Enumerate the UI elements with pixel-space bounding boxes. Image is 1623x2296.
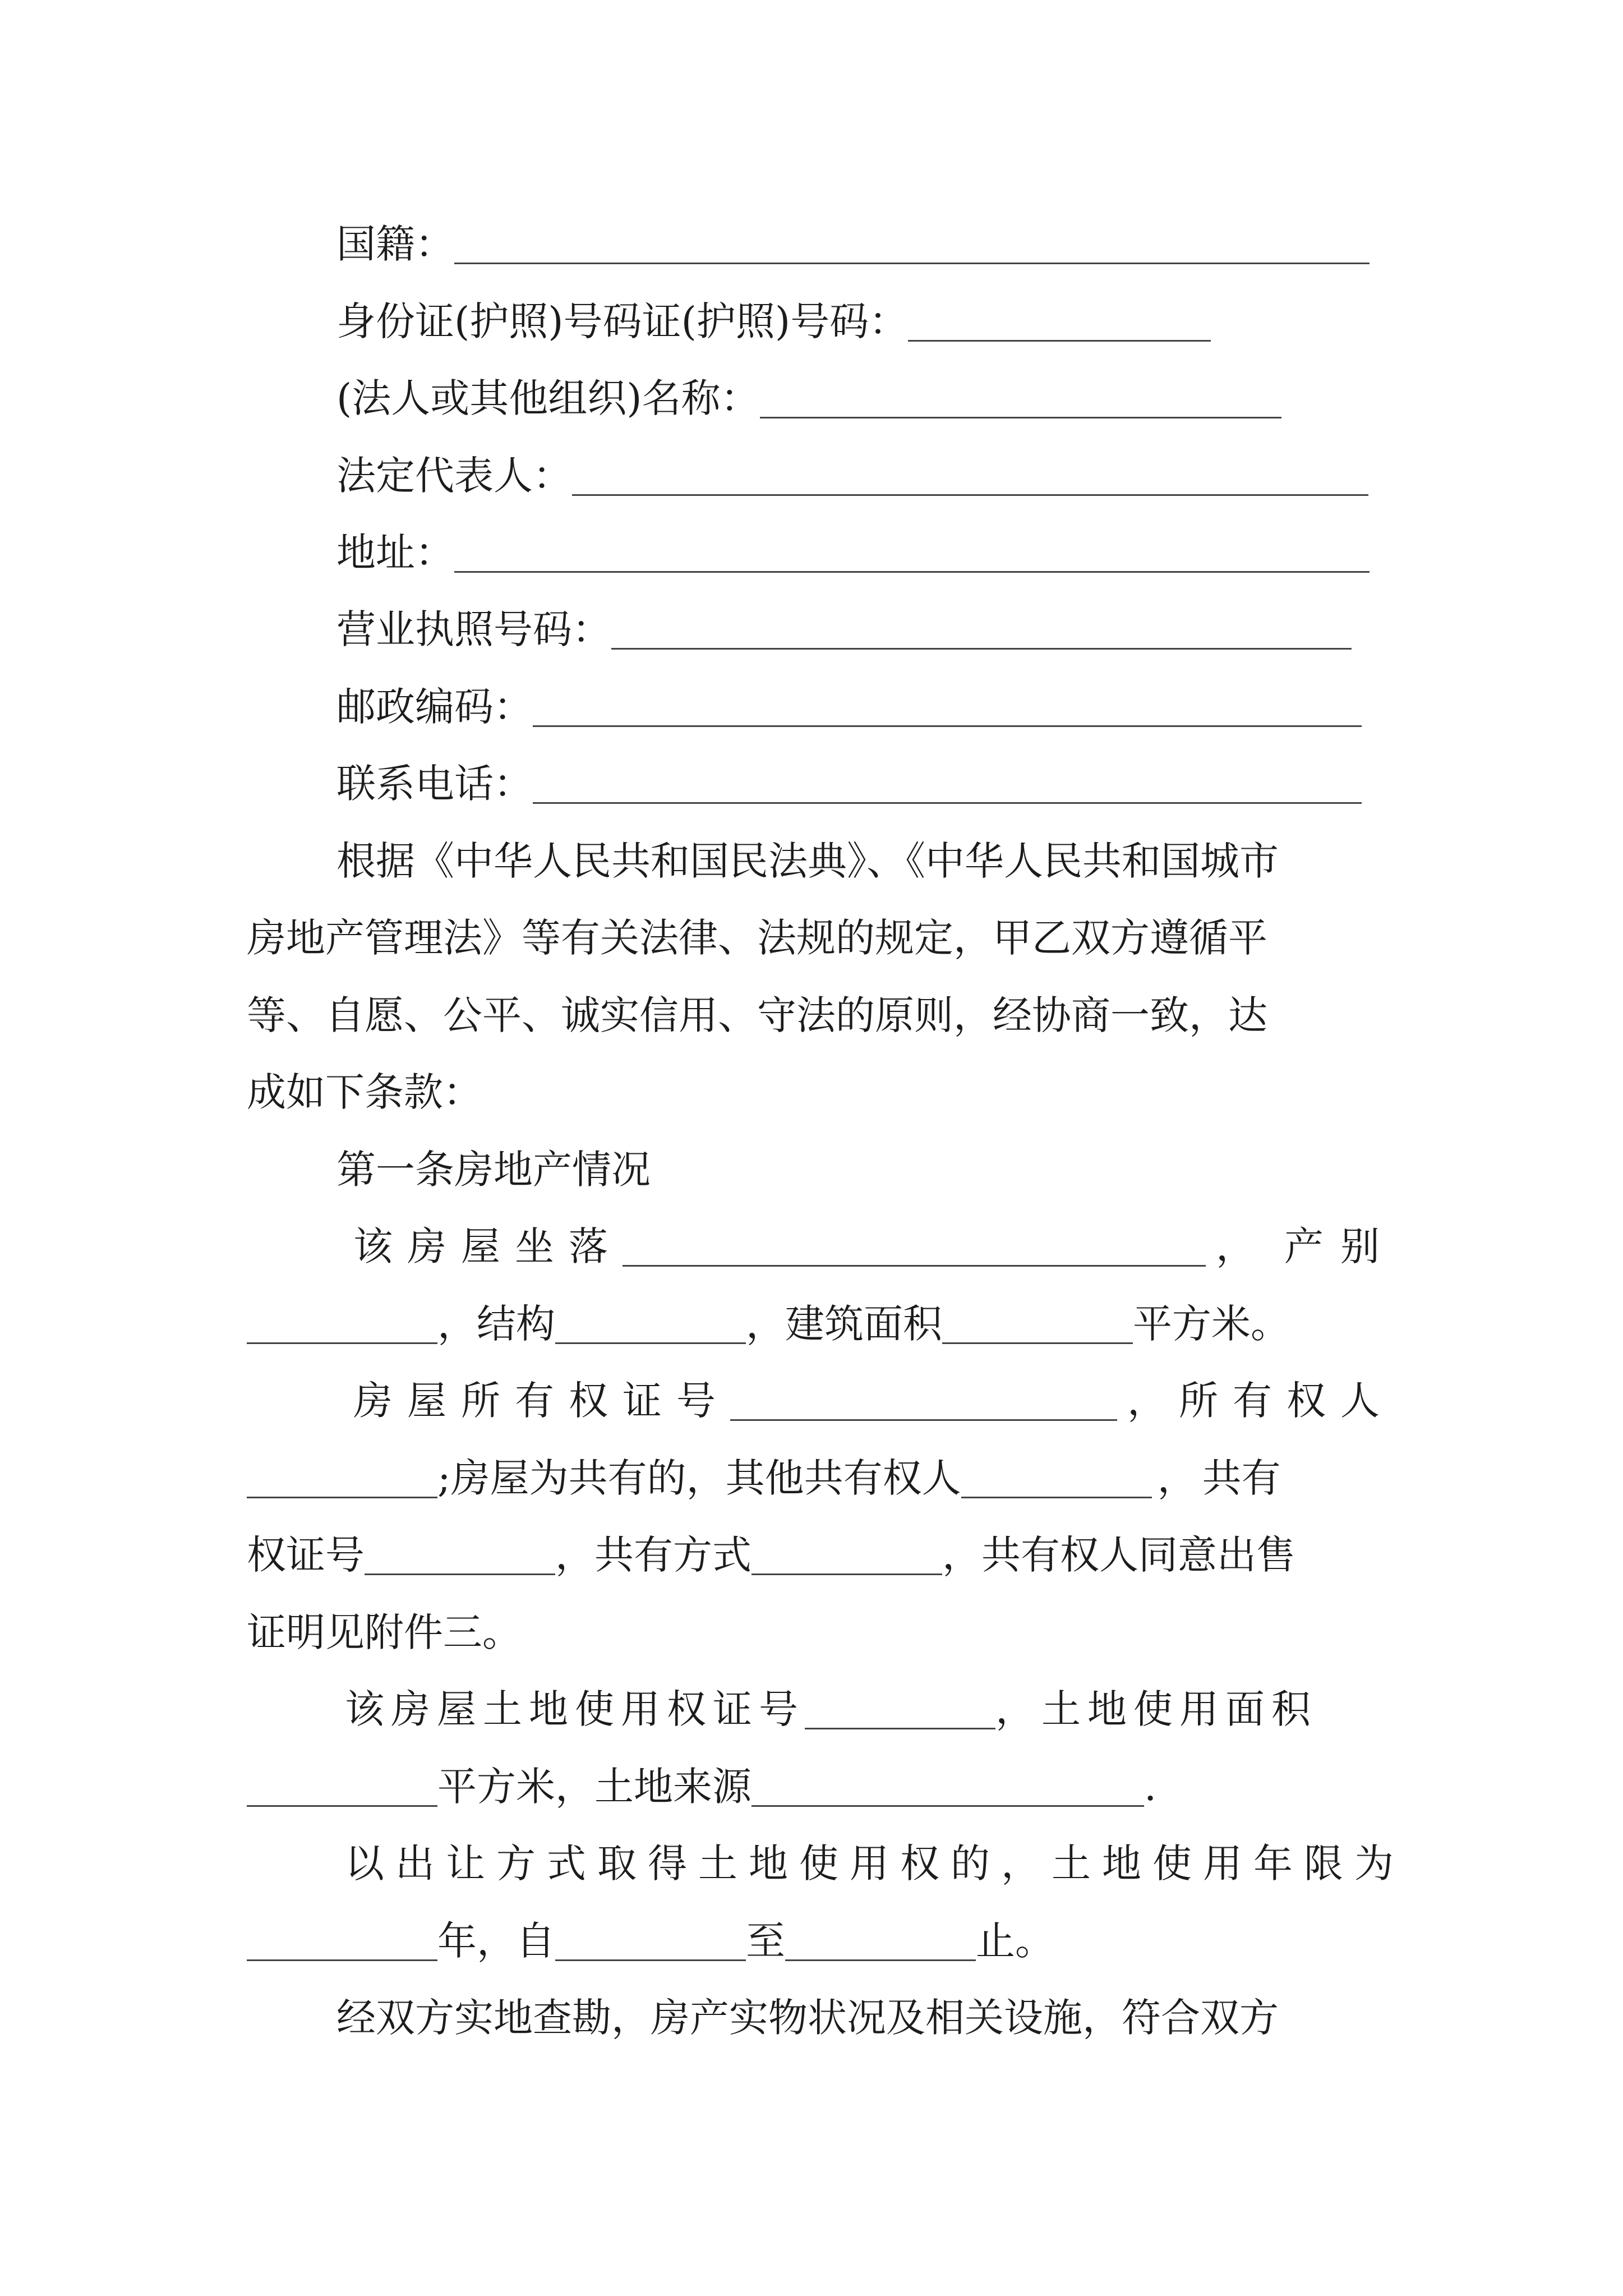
field-label: 法定代表人：	[336, 453, 572, 499]
blank-line[interactable]	[454, 228, 1370, 264]
blank-line[interactable]	[611, 613, 1352, 650]
article-heading	[336, 1142, 651, 1198]
annex-text: 证明见附件三。	[247, 1609, 522, 1655]
structure-label: ，结构	[437, 1301, 555, 1347]
blank-line[interactable]	[908, 305, 1211, 342]
intro-line	[247, 1064, 482, 1120]
inspection-text: 经双方实地查勘，房产实物状况及相关设施，符合双方	[336, 1995, 1279, 2041]
blank-line[interactable]	[533, 691, 1362, 727]
cert-label: 房屋所有权证号	[353, 1378, 730, 1424]
field-label: 地址：	[336, 530, 454, 576]
land-area-label: ，土地使用面积	[995, 1686, 1317, 1732]
land-source-line	[247, 1759, 1156, 1815]
land-cert-line	[345, 1681, 1380, 1737]
blank-line[interactable]	[247, 1925, 437, 1961]
blank-line[interactable]	[555, 1308, 746, 1344]
property-type-label: 产别	[1284, 1223, 1396, 1269]
blank-line[interactable]	[247, 1308, 437, 1344]
intro-text: 成如下条款：	[247, 1069, 482, 1115]
field-label: 邮政编码：	[336, 684, 533, 730]
blank-line[interactable]	[365, 1539, 555, 1575]
blank-line[interactable]	[805, 1693, 995, 1729]
year-label: 年，自	[437, 1918, 555, 1964]
comma: ，	[1216, 1223, 1255, 1269]
blank-line[interactable]	[247, 1770, 437, 1807]
owner-label: 所有权人	[1179, 1378, 1394, 1424]
consent-text: ，共有权人同意出售	[942, 1532, 1295, 1578]
comma: ，	[1127, 1378, 1166, 1424]
blank-line[interactable]	[942, 1308, 1133, 1344]
blank-line[interactable]	[751, 1539, 942, 1575]
land-cert-label: 该房屋土地使用权证号	[345, 1686, 805, 1732]
field-id-number	[336, 293, 1211, 349]
intro-line	[247, 987, 1267, 1043]
article-title: 第一条房地产情况	[336, 1147, 651, 1193]
field-address	[336, 524, 1370, 581]
intro-line	[247, 910, 1267, 966]
field-label: 身份证(护照)号码证(护照)号码：	[336, 298, 909, 344]
transfer-text: 以出让方式取得土地使用权的，土地使用年限为	[345, 1841, 1405, 1887]
field-label: 营业执照号码：	[336, 606, 611, 652]
field-legal-representative	[336, 448, 1368, 504]
ownership-cert-line	[353, 1373, 1394, 1429]
location-label: 该房屋坐落	[353, 1223, 623, 1269]
field-postal-code	[336, 679, 1362, 735]
term-line	[247, 1913, 1054, 1969]
field-phone	[336, 756, 1362, 812]
co-method-label: ，共有方式	[555, 1532, 751, 1578]
blank-line[interactable]	[760, 382, 1281, 418]
blank-line[interactable]	[454, 536, 1370, 573]
comma: ，	[1157, 1455, 1197, 1501]
field-nationality	[336, 216, 1370, 272]
land-area-unit: 平方米，土地来源	[437, 1764, 751, 1810]
co-owner-line	[247, 1450, 1281, 1506]
inspection-line	[336, 1990, 1279, 2046]
blank-line[interactable]	[555, 1925, 746, 1961]
to-label: 至	[746, 1918, 785, 1964]
annex-line	[247, 1604, 522, 1660]
field-organization-name	[336, 370, 1281, 426]
co-cert-line	[247, 1527, 1295, 1583]
blank-line[interactable]	[572, 459, 1368, 496]
period: .	[1144, 1764, 1157, 1810]
intro-text: 房地产管理法》等有关法律、法规的规定，甲乙双方遵循平	[247, 915, 1267, 961]
end-label: 止。	[976, 1918, 1054, 1964]
blank-line[interactable]	[533, 767, 1362, 804]
location-line	[353, 1218, 1396, 1274]
field-label: 联系电话：	[336, 761, 533, 807]
area-unit: 平方米。	[1133, 1301, 1290, 1347]
structure-area-line	[247, 1296, 1290, 1352]
blank-line[interactable]	[730, 1384, 1117, 1421]
blank-line[interactable]	[785, 1925, 976, 1961]
area-label: ，建筑面积	[746, 1301, 942, 1347]
co-cert-prefix: 共有	[1202, 1455, 1281, 1501]
field-label: (法人或其他组织)名称：	[336, 375, 760, 421]
blank-line[interactable]	[751, 1770, 1144, 1807]
field-business-license	[336, 601, 1352, 657]
blank-line[interactable]	[247, 1462, 437, 1498]
intro-text: 根据《中华人民共和国民法典》、《中华人民共和国城市	[336, 838, 1279, 884]
blank-line[interactable]	[623, 1230, 1206, 1267]
intro-line	[336, 833, 1279, 889]
co-owned-text: ;房屋为共有的，其他共有权人	[437, 1455, 961, 1501]
transfer-line	[345, 1835, 1405, 1892]
blank-line[interactable]	[961, 1462, 1152, 1498]
field-label: 国籍：	[336, 221, 454, 267]
intro-text: 等、自愿、公平、诚实信用、守法的原则，经协商一致，达	[247, 992, 1267, 1038]
co-cert-label: 权证号	[247, 1532, 365, 1578]
